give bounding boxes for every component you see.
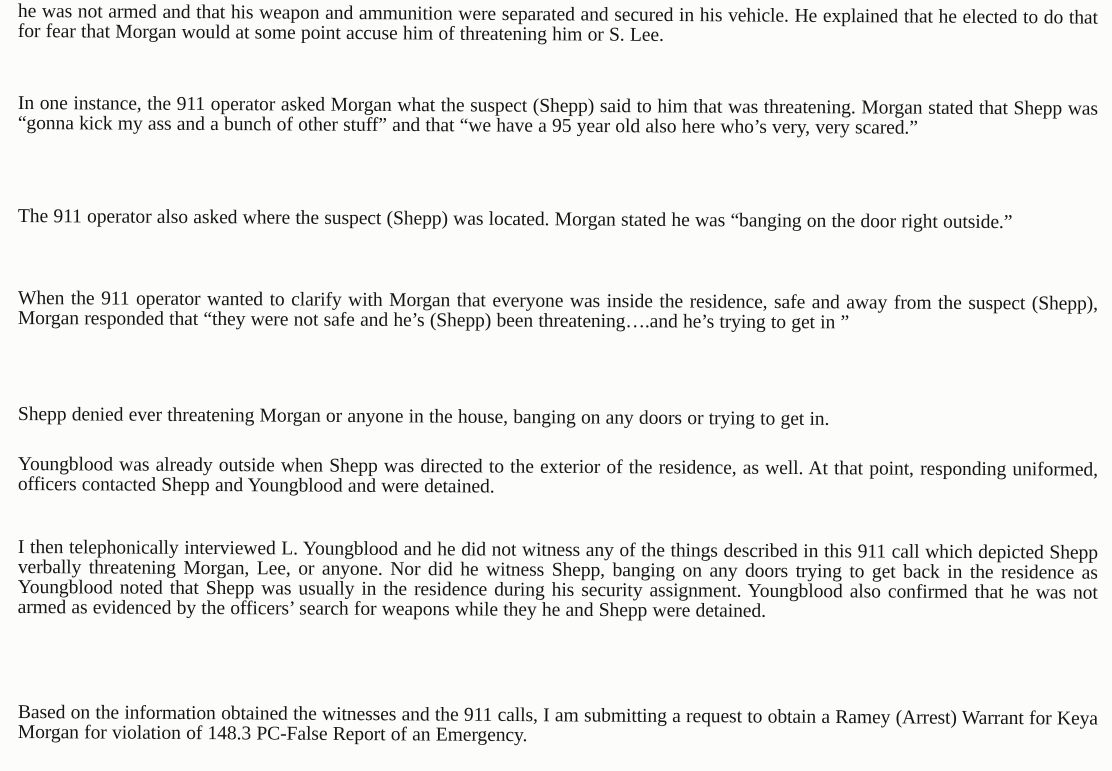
paragraph-youngblood-interview: I then telephonically interviewed L. Youngblood and he did not witness any of the things described in this 911 call which depicted Shepp verbally threatening Morgan, Lee, or anyone. Nor did he witness Shepp, banging on any doors trying to get back in the residence as Youngblood noted that Shepp was usually in the residence during his security assignment. Youngblood also confirmed that he was not armed as evidenced by the officers’ search for weapons while they he and Shepp were detained. xyxy=(17,537,1098,622)
paragraph-suspect-location: The 911 operator also asked where the suspect (Shepp) was located. Morgan stated he was “banging on the door right outside.” xyxy=(17,206,1013,234)
paragraph-youngblood-outside: Youngblood was already outside when Shepp was directed to the exterior of the residence, as well. At that point, responding uniformed, officers contacted Shepp and Youngblood and were detained. xyxy=(17,454,1098,498)
paragraph-residence-safety: When the 911 operator wanted to clarify with Morgan that everyone was inside the residence, safe and away from the suspect (Shepp), Morgan responded that “they were not safe and he’s (Shepp) been threatening….and he’s trying to get in ” xyxy=(17,288,1098,334)
paragraph-warrant-request: Based on the information obtained the witnesses and the 911 calls, I am submitting a request to obtain a Ramey (Arrest) Warrant for Keya Morgan for violation of 148.3 PC-False Report of an Emergency. xyxy=(17,702,1098,747)
paragraph-weapon-secured: he was not armed and that his weapon and ammunition were separated and secured in his vehicle. He explained that he elected to do that for fear that Morgan would at some point accuse him of threatening him or S. Lee. xyxy=(17,1,1098,46)
paragraph-911-threat-question: In one instance, the 911 operator asked Morgan what the suspect (Shepp) said to him that was threatening. Morgan stated that Shepp was “gonna kick my ass and a bunch of other stuff” and that “we have a 95 year old also here who’s very, very scared.” xyxy=(17,93,1098,139)
paragraph-shepp-denial: Shepp denied ever threatening Morgan or anyone in the house, banging on any doors or trying to get in. xyxy=(17,404,830,430)
